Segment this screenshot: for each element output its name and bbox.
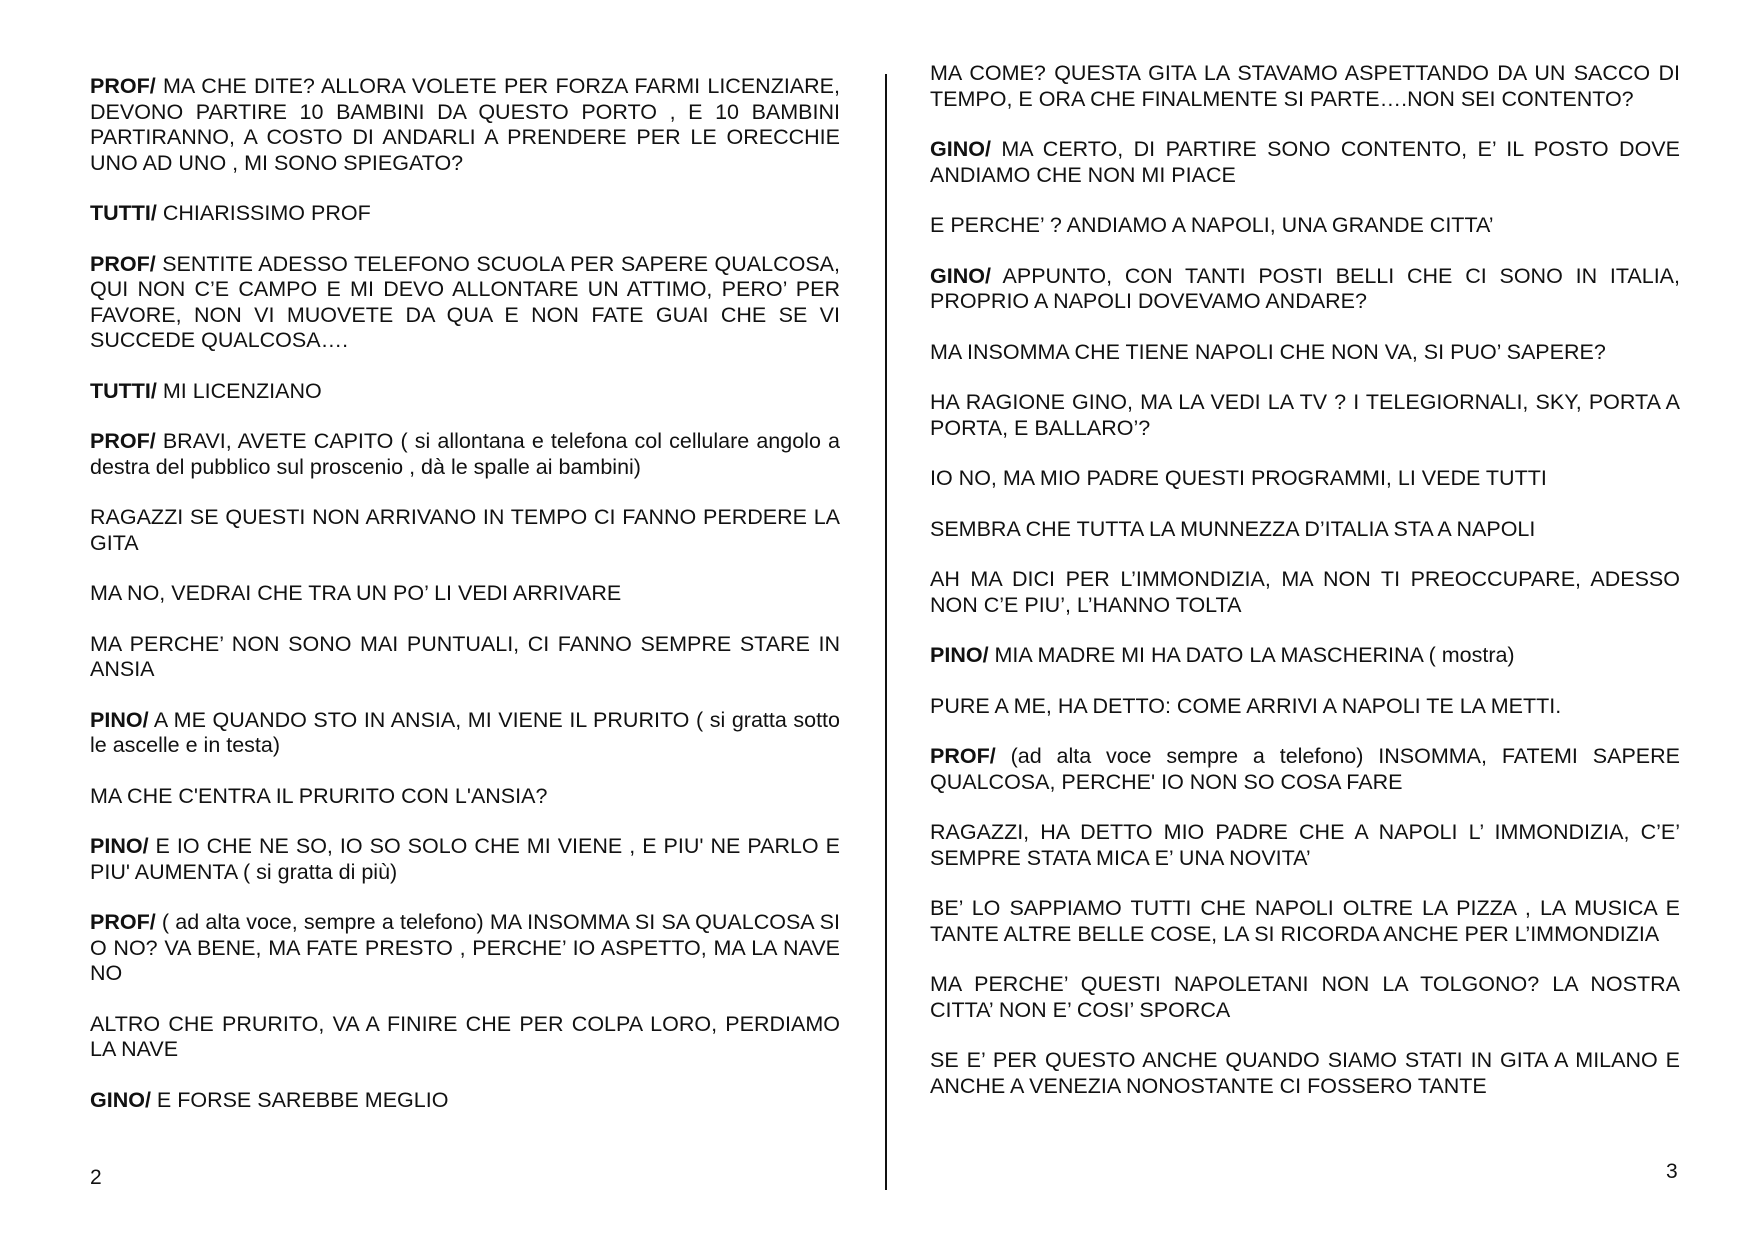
dialogue-text: BRAVI, AVETE CAPITO ( si allontana e telefona col cellulare angolo a destra del pubblico sul proscenio , dà le spalle ai bambini) [90,429,840,479]
dialogue-text: ALTRO CHE PRURITO, VA A FINIRE CHE PER COLPA LORO, PERDIAMO LA NAVE [90,1011,840,1061]
dialogue-paragraph [90,1088,840,1114]
speaker-label: GINO/ [90,1087,151,1112]
dialogue-text: SENTITE ADESSO TELEFONO SCUOLA PER SAPERE QUALCOSA, QUI NON C’E CAMPO E MI DEVO ALLONTARE UN ATTIMO, PERO’ PER FAVORE, NON VI MUOVETE DA QUA E NON FATE GUAI CHE SE VI SUCCEDE QUALCOSA…. [90,251,840,352]
dialogue-paragraph [90,581,840,607]
dialogue-paragraph [90,632,840,683]
dialogue-paragraph [90,252,840,354]
dialogue-paragraph [90,784,840,810]
dialogue-paragraph [930,972,1680,1023]
page-divider [885,74,887,1190]
dialogue-text: RAGAZZI, HA DETTO MIO PADRE CHE A NAPOLI L’ IMMONDIZIA, C’E’ SEMPRE STATA MICA E’ UNA NOVITA’ [930,820,1680,870]
dialogue-paragraph [930,567,1680,618]
dialogue-text: SEMBRA CHE TUTTA LA MUNNEZZA D’ITALIA STA A NAPOLI [930,516,1536,541]
speaker-label: GINO/ [930,137,991,161]
dialogue-text: E FORSE SAREBBE MEGLIO [150,1087,449,1112]
speaker-label: PINO/ [90,834,149,858]
speaker-label: TUTTI/ [90,201,157,225]
dialogue-paragraph [930,340,1680,366]
page-number-right: 3 [1666,1160,1678,1183]
dialogue-text: MIA MADRE MI HA DATO LA MASCHERINA ( mostra) [988,643,1515,667]
dialogue-paragraph [90,379,840,405]
dialogue-text: MA CHE DITE? ALLORA VOLETE PER FORZA FARMI LICENZIARE, DEVONO PARTIRE 10 BAMBINI DA QUESTO PORTO , E 10 BAMBINI PARTIRANNO, A COSTO DI ANDARLI A PRENDERE PER LE ORECCHIE UNO AD UNO , MI SONO SPIEGATO? [90,74,840,175]
dialogue-paragraph [930,466,1680,492]
dialogue-text: ( ad alta voce, sempre a telefono) MA INSOMMA SI SA QUALCOSA SI O NO? VA BENE, MA FATE PRESTO , PERCHE’ IO ASPETTO, MA LA NAVE NO [90,910,840,985]
speaker-label: PROF/ [930,744,996,768]
dialogue-paragraph [930,264,1680,315]
dialogue-paragraph [930,643,1680,669]
dialogue-paragraph [90,1012,840,1063]
dialogue-text: AH MA DICI PER L’IMMONDIZIA, MA NON TI PREOCCUPARE, ADESSO NON C’E PIU’, L’HANNO TOLTA [930,567,1680,617]
dialogue-text: (ad alta voce sempre a telefono) INSOMMA, FATEMI SAPERE QUALCOSA, PERCHE' IO NON SO COSA FARE [930,744,1680,794]
dialogue-text: MA NO, VEDRAI CHE TRA UN PO’ LI VEDI ARRIVARE [90,581,622,605]
dialogue-text: MA PERCHE’ NON SONO MAI PUNTUALI, CI FANNO SEMPRE STARE IN ANSIA [90,631,840,681]
speaker-label: GINO/ [930,263,991,288]
speaker-label: TUTTI/ [90,378,157,403]
dialogue-text: MA INSOMMA CHE TIENE NAPOLI CHE NON VA, SI PUO’ SAPERE? [930,339,1606,364]
dialogue-paragraph [90,505,840,556]
dialogue-text: BE’ LO SAPPIAMO TUTTI CHE NAPOLI OLTRE LA PIZZA , LA MUSICA E TANTE ALTRE BELLE COSE, LA SI RICORDA ANCHE PER L’IMMONDIZIA [930,896,1680,946]
dialogue-text: MA PERCHE’ QUESTI NAPOLETANI NON LA TOLGONO? LA NOSTRA CITTA’ NON E’ COSI’ SPORCA [930,972,1680,1022]
dialogue-text: MA CERTO, DI PARTIRE SONO CONTENTO, E’ IL POSTO DOVE ANDIAMO CHE NON MI PIACE [930,137,1680,187]
speaker-label: PROF/ [90,910,156,934]
dialogue-paragraph [930,61,1680,112]
dialogue-text: A ME QUANDO STO IN ANSIA, MI VIENE IL PRURITO ( si gratta sotto le ascelle e in testa) [90,707,840,757]
dialogue-paragraph [930,1048,1680,1099]
dialogue-paragraph [930,744,1680,795]
dialogue-text: APPUNTO, CON TANTI POSTI BELLI CHE CI SONO IN ITALIA, PROPRIO A NAPOLI DOVEVAMO ANDARE? [930,263,1680,313]
dialogue-text: MA CHE C'ENTRA IL PRURITO CON L'ANSIA? [90,783,548,808]
dialogue-paragraph [90,74,840,176]
dialogue-text: MI LICENZIANO [156,378,322,403]
dialogue-text: RAGAZZI SE QUESTI NON ARRIVANO IN TEMPO CI FANNO PERDERE LA GITA [90,505,840,555]
dialogue-paragraph [930,694,1680,720]
speaker-label: PINO/ [930,643,989,667]
speaker-label: PINO/ [90,707,149,732]
speaker-label: PROF/ [90,74,156,98]
page-number-left: 2 [90,1166,102,1189]
right-page-column [930,61,1680,1124]
dialogue-text: E PERCHE’ ? ANDIAMO A NAPOLI, UNA GRANDE CITTA’ [930,213,1494,237]
dialogue-text: CHIARISSIMO PROF [156,201,371,225]
dialogue-paragraph [90,429,840,480]
dialogue-text: SE E’ PER QUESTO ANCHE QUANDO SIAMO STATI IN GITA A MILANO E ANCHE A VENEZIA NONOSTANTE CI FOSSERO TANTE [930,1048,1680,1098]
left-page-column [90,74,840,1138]
dialogue-paragraph [90,834,840,885]
dialogue-paragraph [90,708,840,759]
dialogue-paragraph [930,517,1680,543]
speaker-label: PROF/ [90,429,156,453]
dialogue-text: HA RAGIONE GINO, MA LA VEDI LA TV ? I TELEGIORNALI, SKY, PORTA A PORTA, E BALLARO’? [930,390,1680,440]
dialogue-paragraph [90,910,840,987]
dialogue-paragraph [930,390,1680,441]
dialogue-paragraph [930,820,1680,871]
dialogue-text: E IO CHE NE SO, IO SO SOLO CHE MI VIENE , E PIU' NE PARLO E PIU' AUMENTA ( si gratta di più) [90,834,840,884]
dialogue-text: PURE A ME, HA DETTO: COME ARRIVI A NAPOLI TE LA METTI. [930,693,1562,718]
dialogue-paragraph [930,213,1680,239]
dialogue-text: IO NO, MA MIO PADRE QUESTI PROGRAMMI, LI VEDE TUTTI [930,466,1547,490]
dialogue-text: MA COME? QUESTA GITA LA STAVAMO ASPETTANDO DA UN SACCO DI TEMPO, E ORA CHE FINALMENTE SI PARTE….NON SEI CONTENTO? [930,61,1680,111]
dialogue-paragraph [90,201,840,227]
speaker-label: PROF/ [90,251,156,276]
dialogue-paragraph [930,137,1680,188]
dialogue-paragraph [930,896,1680,947]
